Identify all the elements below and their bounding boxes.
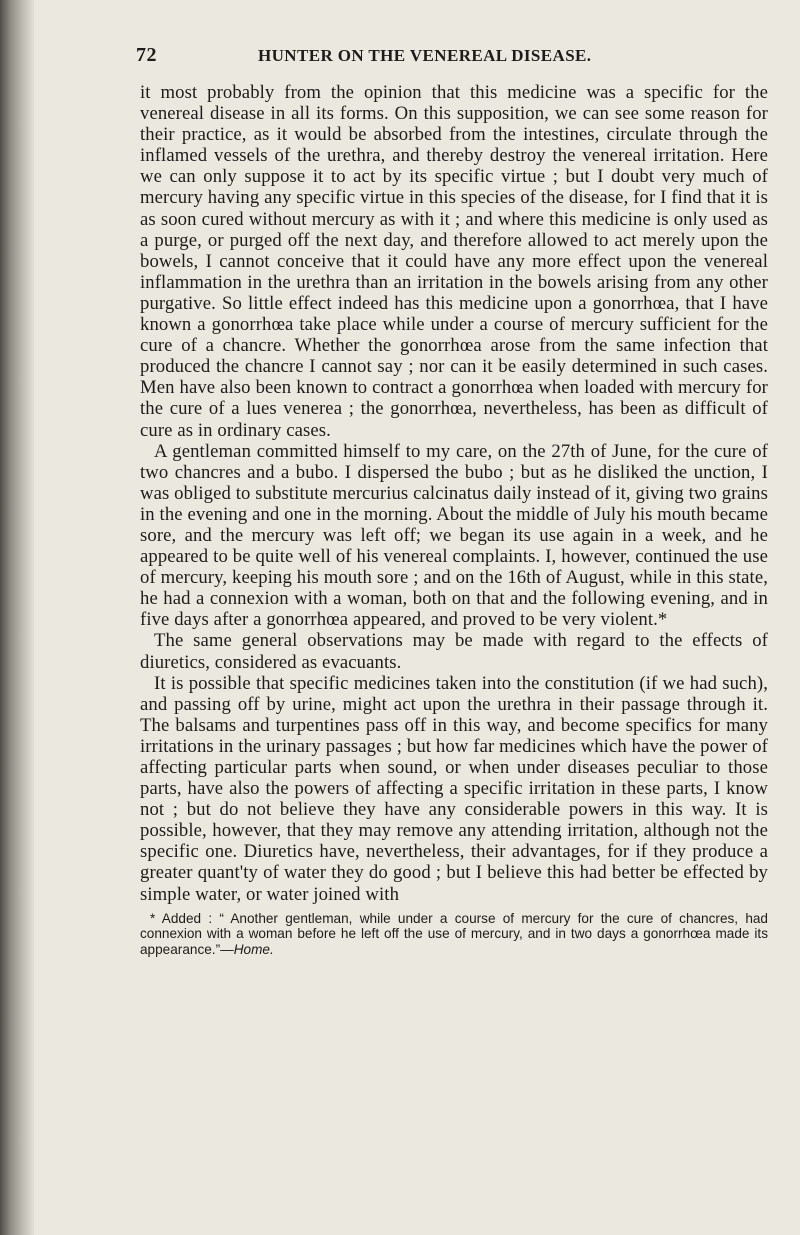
book-page [136,44,768,957]
paragraph-diuretics: The same general observations may be made with regard to the effects of diuretics, considered as evacuants. [140,630,768,673]
running-title: HUNTER ON THE VENEREAL DISEASE. [258,46,592,65]
paragraph-case-report: A gentleman committed himself to my care, on the 27th of June, for the cure of two chancres and a bubo. I dispersed the bubo ; but as he disliked the unction, I was obliged to substitute mercurius calcinatus daily instead of it, giving two grains in the evening and one in the morning. About the middle of July his mouth became sore, and the mercury was left off; we began its use again in a week, and he appeared to be quite well of his venereal complaints. I, however, continued the use of mercury, keeping his mouth sore ; and on the 16th of August, while in this state, he had a connexion with a woman, both on that and the following evening, and in five days after a gonorrhœa appeared, and proved to be very violent.* [140,440,768,631]
footnote [140,911,768,958]
running-head [136,44,768,70]
footnote-source: Home. [233,941,274,957]
book-binding-shadow [0,0,34,1235]
body-text [140,82,768,905]
footnote-text: * Added : “ Another gentleman, while under a course of mercury for the cure of chancres, had connexion with a woman before he left off the use of mercury, and in two days a gonorrhœa made its appearance.”— [140,910,768,957]
paragraph-continued: it most probably from the opinion that this medicine was a specific for the venereal disease in all its forms. On this supposition, we can see some reason for their practice, as it would be absorbed from the intestines, circulate through the inflamed vessels of the urethra, and thereby destroy the venereal irritation. Here we can only suppose it to act by its specific virtue ; but I doubt very much of mercury having any specific virtue in this species of the disease, for I find that it is as soon cured without mercury as with it ; and where this medicine is only used as a purge, or purged off the next day, and therefore allowed to act merely upon the bowels, I cannot conceive that it could have any more effect upon the venereal inflammation in the urethra than an irritation in the bowels arising from any other purgative. So little effect indeed has this medicine upon a gonorrhœa, that I have known a gonorrhœa take place while under a course of mercury sufficient for the cure of a chancre. Whether the gonorrhœa arose from the same infection that produced the chancre I cannot say ; nor can it be easily determined in such cases. Men have also been known to contract a gonorrhœa when loaded with mercury for the cure of a lues venerea ; the gonorrhœa, nevertheless, has been as difficult of cure as in ordinary cases. [140,82,768,441]
page-number: 72 [136,44,157,66]
paragraph-specific-medicines: It is possible that specific medicines taken into the constitution (if we had such), and passing off by urine, might act upon the urethra in their passage through it. The balsams and turpentines pass off in this way, and become specifics for many irritations in the urinary passages ; but how far medicines which have the power of affecting particular parts when sound, or when under diseases peculiar to those parts, have also the powers of affecting a specific irritation in these parts, I know not ; but do not believe they have any considerable powers in this way. It is possible, however, that they may remove any attending irritation, although not the specific one. Diuretics have, nevertheless, their advantages, for if they produce a greater quant'ty of water they do good ; but I believe this had better be effected by simple water, or water joined with [140,672,768,905]
